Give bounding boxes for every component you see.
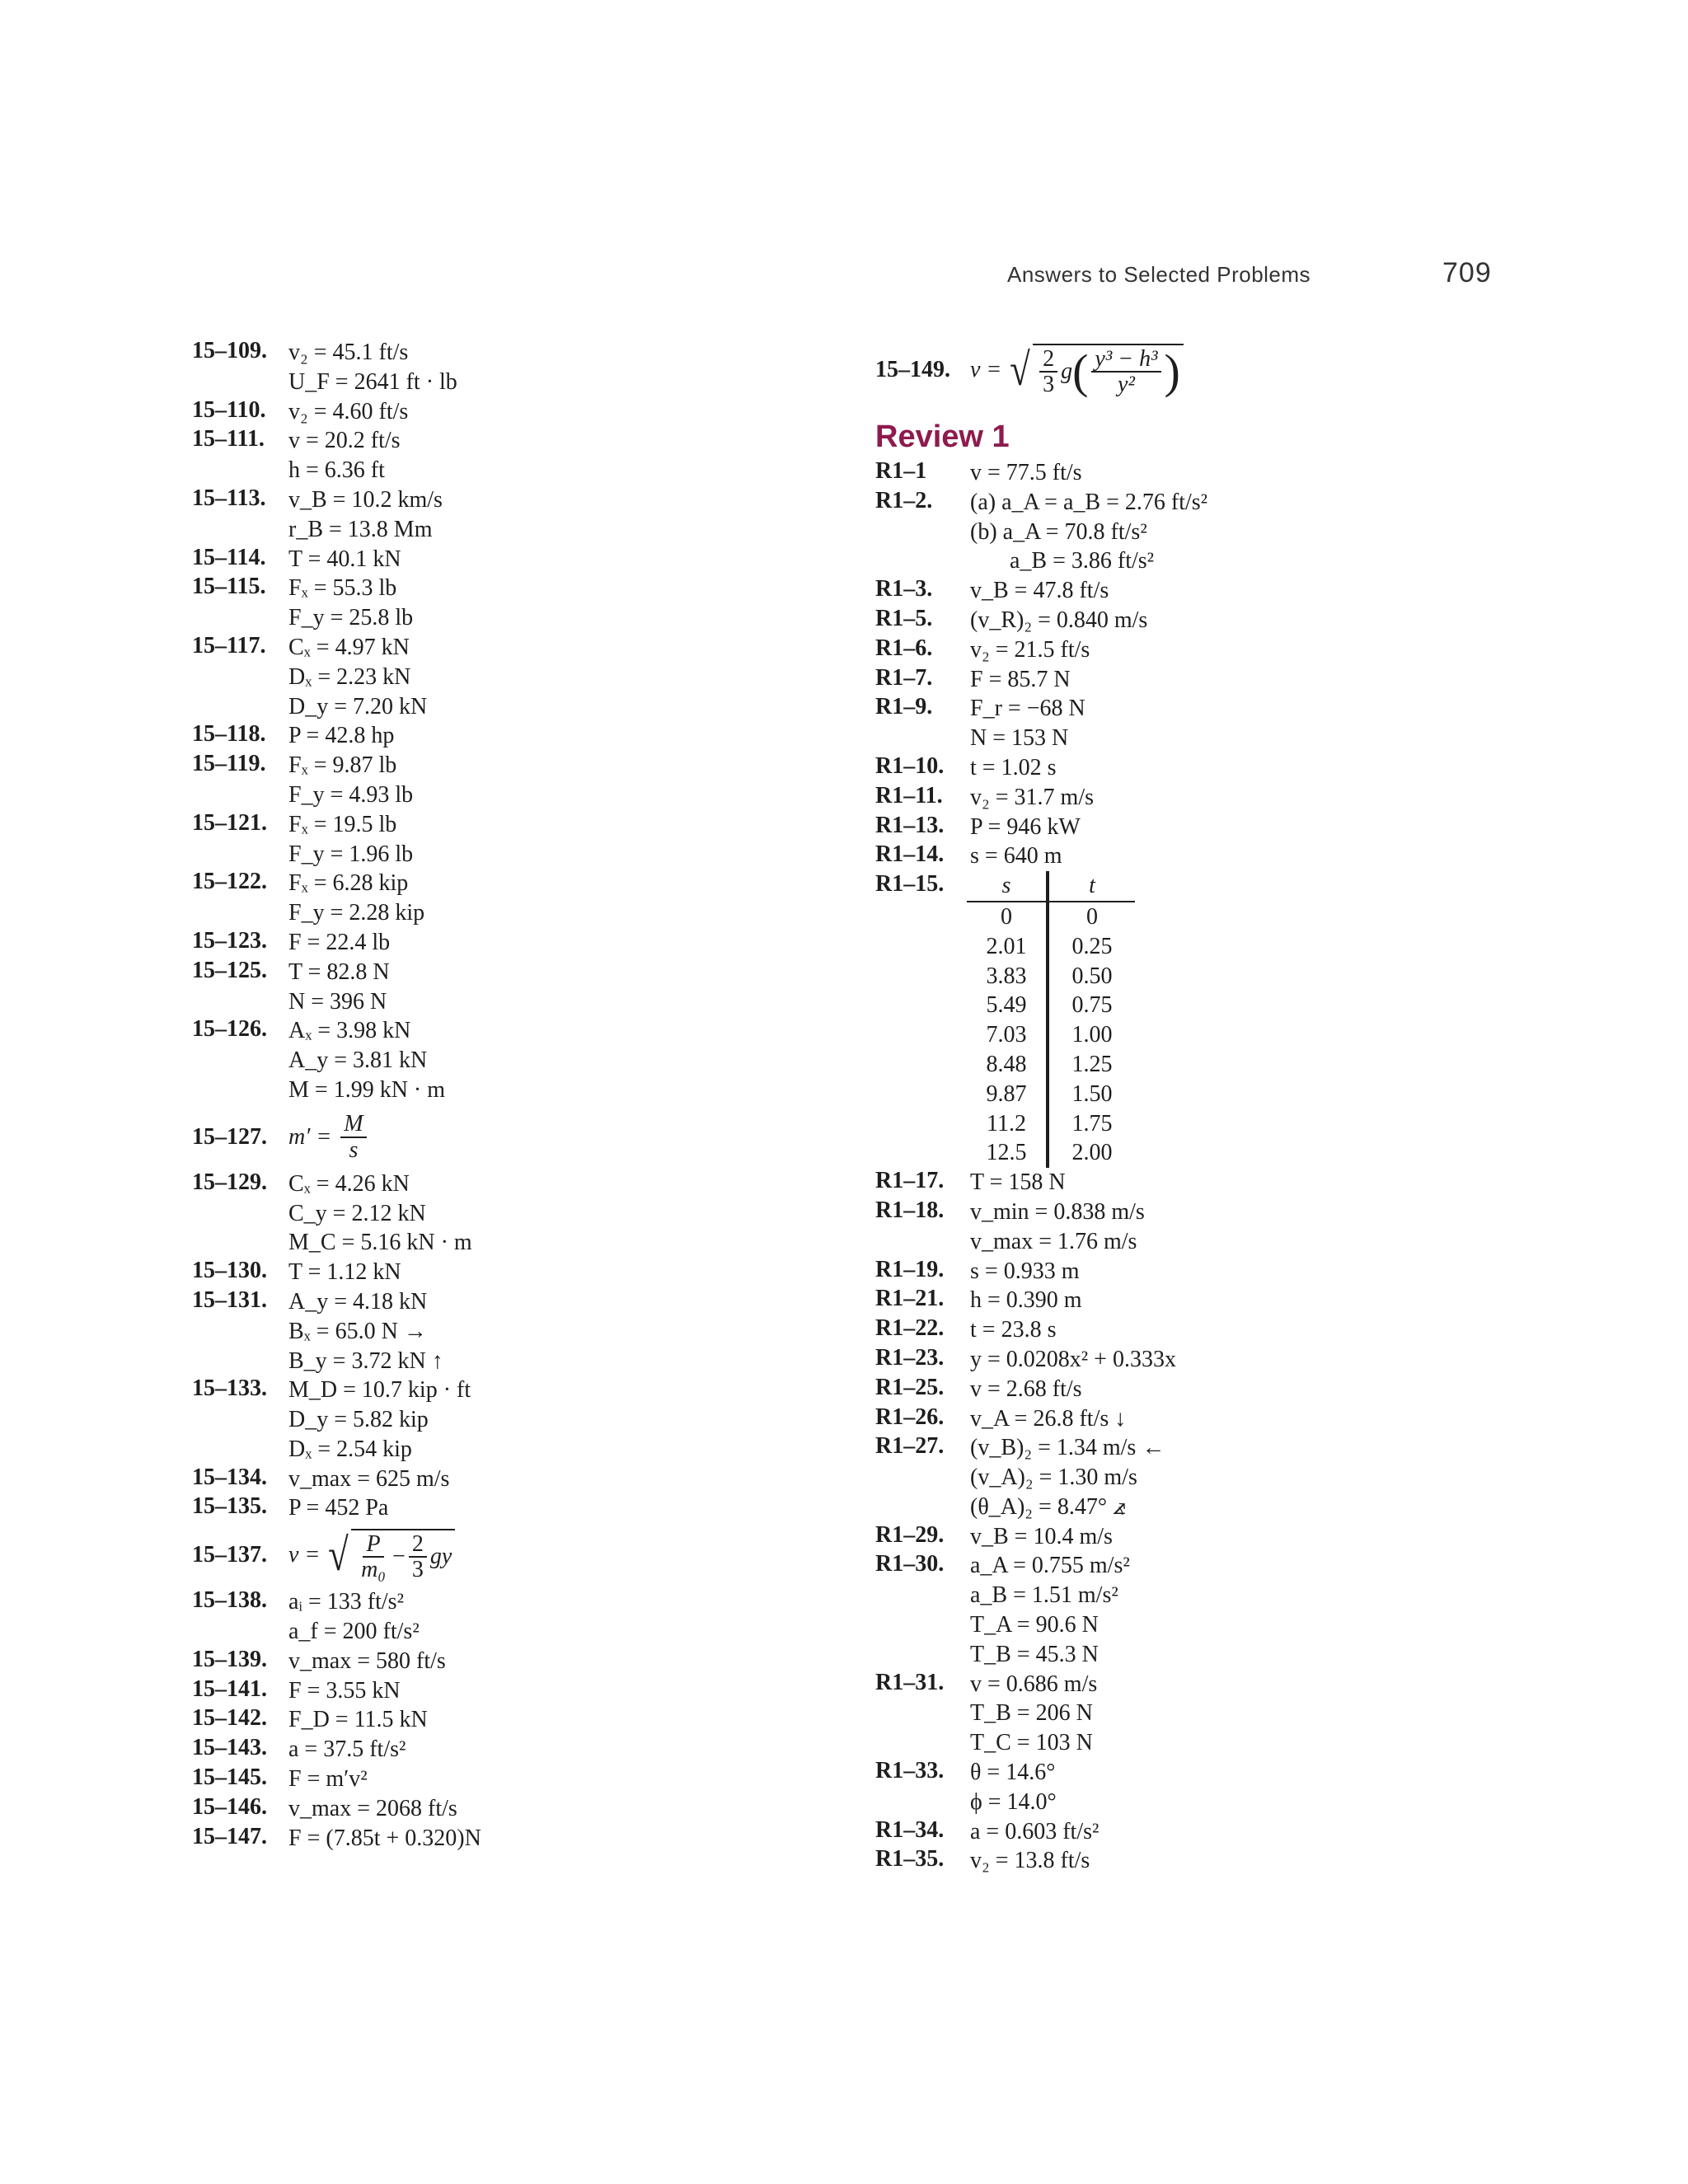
answer-entry xyxy=(875,841,1518,871)
answer-line: v₂ = 31.7 m/s xyxy=(970,784,1095,810)
answer-entry xyxy=(192,1794,835,1824)
problem-number: R1–30. xyxy=(875,1551,945,1577)
table-cell: 0 xyxy=(1086,903,1098,930)
answer-line: T_B = 45.3 N xyxy=(970,1641,1099,1667)
left-answer-column xyxy=(192,338,835,1853)
answer-entry xyxy=(875,1345,1518,1375)
answer-line: T = 1.12 kN xyxy=(288,1259,401,1286)
answer-entry xyxy=(875,783,1518,813)
problem-number: R1–26. xyxy=(875,1404,945,1430)
table-cell: 7.03 xyxy=(967,1020,1048,1050)
problem-number: 15–118. xyxy=(192,721,266,748)
problem-number: 15–143. xyxy=(192,1735,267,1761)
answer-entry xyxy=(192,928,835,958)
problem-number: 15–135. xyxy=(192,1493,267,1520)
answer-line: v_B = 10.4 m/s xyxy=(970,1523,1113,1549)
answer-line: C_y = 2.12 kN xyxy=(288,1200,426,1226)
answer-entry xyxy=(875,606,1518,635)
answer-line: v₂ = 4.60 ft/s xyxy=(288,398,409,424)
problem-number: 15–145. xyxy=(192,1765,267,1791)
answer-line: F_D = 11.5 kN xyxy=(288,1707,428,1733)
answer-entry xyxy=(875,1433,1518,1521)
answer-line: Bₓ = 65.0 N → xyxy=(288,1318,427,1344)
problem-number: R1–22. xyxy=(875,1315,945,1342)
answer-line: r_B = 13.8 Mm xyxy=(288,516,433,542)
problem-number: R1–27. xyxy=(875,1433,945,1460)
problem-number: R1–5. xyxy=(875,605,933,631)
answer-line: v = 20.2 ft/s xyxy=(288,428,401,454)
problem-number: R1–6. xyxy=(875,635,933,661)
problem-number: R1–13. xyxy=(875,812,945,838)
table-row xyxy=(967,1050,1135,1080)
answer-entry xyxy=(875,665,1518,695)
answer-line: s = 0.933 m xyxy=(970,1258,1080,1284)
answer-line: Cₓ = 4.97 kN xyxy=(288,634,410,660)
answer-line: Dₓ = 2.54 kip xyxy=(288,1436,412,1462)
answer-entry xyxy=(192,1287,835,1376)
problem-number: 15–126. xyxy=(192,1016,267,1043)
answer-entry xyxy=(875,813,1518,842)
answer-line: Fₓ = 6.28 kip xyxy=(288,870,409,897)
answer-line: (v_B)₂ = 1.34 m/s ← xyxy=(970,1435,1165,1461)
table-row xyxy=(967,1138,1135,1168)
answer-entry xyxy=(192,1647,835,1676)
answer-entry xyxy=(192,1169,835,1258)
answer-line: P = 42.8 hp xyxy=(288,723,395,749)
answer-line: N = 153 N xyxy=(970,725,1069,752)
answer-entry xyxy=(192,1493,835,1523)
answer-line: y = 0.0208x² + 0.333x xyxy=(970,1346,1176,1372)
answer-line: (a) a_A = a_B = 2.76 ft/s² xyxy=(970,489,1208,515)
problem-number: 15–147. xyxy=(192,1823,267,1849)
problem-number: R1–23. xyxy=(875,1344,945,1371)
answer-entry xyxy=(875,1257,1518,1286)
answer-line: v = 2.68 ft/s xyxy=(970,1376,1082,1402)
table-row xyxy=(967,1020,1135,1050)
answer-entry xyxy=(192,485,835,545)
answer-line: M_C = 5.16 kN · m xyxy=(288,1230,472,1256)
answer-entry xyxy=(875,1670,1518,1758)
table-row xyxy=(967,902,1135,932)
problem-number: R1–19. xyxy=(875,1256,945,1282)
table-header: t xyxy=(1048,871,1135,902)
table-cell: 0.25 xyxy=(1071,933,1113,959)
answer-line: v = 77.5 ft/s xyxy=(970,460,1082,485)
table-cell: 1.25 xyxy=(1071,1051,1113,1077)
answer-entry xyxy=(192,1705,835,1735)
answer-line: A_y = 4.18 kN xyxy=(288,1288,428,1315)
answer-entry xyxy=(192,810,835,869)
right-answer-column xyxy=(875,338,1518,1876)
answer-line: F = 22.4 lb xyxy=(288,929,391,955)
answer-entry-R1-15 xyxy=(875,871,1518,1168)
answer-entry xyxy=(192,1258,835,1287)
answer-line: F = (7.85t + 0.320)N xyxy=(288,1825,481,1851)
problem-number: 15–117. xyxy=(192,632,266,658)
table-row xyxy=(967,932,1135,962)
answer-line: F_y = 1.96 lb xyxy=(288,841,414,867)
problem-number: R1–34. xyxy=(875,1816,945,1843)
answer-entry xyxy=(192,1376,835,1464)
table-cell: 0 xyxy=(967,902,1048,932)
answer-entry xyxy=(875,1375,1518,1404)
answer-entry xyxy=(192,1765,835,1794)
section-title: Review 1 xyxy=(875,419,1010,454)
table-cell: 2.01 xyxy=(967,932,1048,962)
answer-entry xyxy=(875,1404,1518,1434)
problem-number: R1–7. xyxy=(875,664,933,691)
answer-entry xyxy=(192,1016,835,1104)
problem-number: 15–119. xyxy=(192,751,266,777)
problem-number: R1–18. xyxy=(875,1197,945,1223)
answer-entry xyxy=(192,397,835,427)
answer-entry xyxy=(875,488,1518,576)
answer-line: v₂ = 13.8 ft/s xyxy=(970,1848,1090,1874)
answer-line: F_r = −68 N xyxy=(970,696,1085,722)
answer-line: F_y = 2.28 kip xyxy=(288,900,425,926)
answer-line: F = m′v² xyxy=(288,1766,368,1793)
answer-entry xyxy=(875,1197,1518,1257)
problem-number: 15–123. xyxy=(192,927,267,954)
square-root: √ $\frac{2}{3}$ g ( $\frac{\text{y³ − h³}}{\text{y²}}$ ) xyxy=(1007,344,1184,397)
table-row xyxy=(967,1109,1135,1139)
problem-number: 15–125. xyxy=(192,957,267,983)
answer-line: Aₓ = 3.98 kN xyxy=(288,1018,411,1044)
problem-number: 15–127. xyxy=(192,1123,267,1150)
answer-line: v₂ = 21.5 ft/s xyxy=(970,636,1090,663)
answer-line: s = 640 m xyxy=(970,843,1062,869)
answer-line: F = 85.7 N xyxy=(970,666,1071,692)
problem-number: R1–35. xyxy=(875,1846,945,1872)
answer-line: aᵢ = 133 ft/s² xyxy=(288,1589,404,1615)
answer-line: t = 1.02 s xyxy=(970,754,1057,780)
answer-line: v_max = 625 m/s xyxy=(288,1465,450,1492)
answer-line: Fₓ = 19.5 lb xyxy=(288,811,397,837)
answer-line: (v_R)₂ = 0.840 m/s xyxy=(970,607,1148,633)
problem-number: 15–141. xyxy=(192,1675,267,1702)
running-header: Answers to Selected Problems xyxy=(1007,262,1311,287)
problem-number: R1–25. xyxy=(875,1374,945,1400)
answer-entry xyxy=(192,1676,835,1706)
answer-entry xyxy=(875,1315,1518,1345)
problem-number: R1–10. xyxy=(875,752,945,779)
problem-number: R1–31. xyxy=(875,1669,945,1695)
answer-entry xyxy=(875,458,1518,488)
answer-line: Fₓ = 55.3 lb xyxy=(288,575,397,602)
answer-line: P = 452 Pa xyxy=(288,1495,389,1521)
answer-line: U_F = 2641 ft · lb xyxy=(288,368,457,395)
problem-number: 15–137. xyxy=(192,1542,267,1568)
table-cell: 1.00 xyxy=(1071,1022,1113,1048)
problem-number: 15–131. xyxy=(192,1286,267,1313)
answer-line: Cₓ = 4.26 kN xyxy=(288,1170,410,1197)
answer-entry xyxy=(192,545,835,574)
answer-entry xyxy=(875,1551,1518,1669)
answer-line: v_max = 2068 ft/s xyxy=(288,1795,457,1821)
answer-entry xyxy=(192,958,835,1017)
answer-formula: m′ = $\frac{M}{s}$ xyxy=(288,1112,370,1162)
velocity-formula: v = √ $\frac{2}{3}$ g ( $\frac{\text{y³ − h³}}{\text{y²}}$ ) xyxy=(970,344,1184,397)
problem-number: 15–134. xyxy=(192,1464,267,1490)
answer-line: F_y = 4.93 lb xyxy=(288,781,414,808)
problem-number: 15–139. xyxy=(192,1646,267,1672)
problem-number: 15–111. xyxy=(192,426,265,452)
answer-line: a = 37.5 ft/s² xyxy=(288,1736,406,1763)
answer-entry xyxy=(875,1522,1518,1552)
answer-entry xyxy=(875,576,1518,606)
problem-number: 15–121. xyxy=(192,809,267,836)
answer-line: T_B = 206 N xyxy=(970,1700,1093,1727)
answer-line: a = 0.603 ft/s² xyxy=(970,1818,1100,1844)
answer-entry xyxy=(875,635,1518,665)
answer-line: a_A = 0.755 m/s² xyxy=(970,1553,1130,1579)
answer-entry xyxy=(192,1824,835,1854)
answer-line: Fₓ = 9.87 lb xyxy=(288,752,397,779)
answer-line: v_B = 10.2 km/s xyxy=(288,486,443,513)
answer-entry xyxy=(875,1286,1518,1315)
s-t-table xyxy=(967,871,1135,1168)
problem-number: R1–14. xyxy=(875,841,945,868)
answer-line: F_y = 25.8 lb xyxy=(288,605,414,631)
answer-line: M_D = 10.7 kip · ft xyxy=(288,1377,471,1404)
problem-number: 15–142. xyxy=(192,1705,267,1732)
problem-number: R1–2. xyxy=(875,487,933,513)
table-cell: 1.75 xyxy=(1071,1110,1113,1137)
problem-number: 15–115. xyxy=(192,574,266,600)
problem-number: 15–138. xyxy=(192,1587,267,1614)
problem-number: 15–130. xyxy=(192,1258,267,1284)
problem-number: R1–17. xyxy=(875,1168,945,1194)
problem-number: R1–33. xyxy=(875,1758,945,1784)
table-cell: 0.75 xyxy=(1071,992,1113,1019)
answer-entry xyxy=(192,1735,835,1765)
table-cell: 0.50 xyxy=(1071,963,1113,989)
answer-line: D_y = 5.82 kip xyxy=(288,1407,429,1433)
answer-line: (θ_A)₂ = 8.47° ⦨ xyxy=(970,1493,1126,1520)
answer-entry xyxy=(875,1168,1518,1197)
answer-line: h = 0.390 m xyxy=(970,1287,1082,1314)
answer-line: v_B = 47.8 ft/s xyxy=(970,578,1109,604)
problem-number: R1–15. xyxy=(875,871,945,898)
answer-entry xyxy=(192,721,835,751)
problem-number: R1–29. xyxy=(875,1521,945,1548)
problem-number: 15–122. xyxy=(192,869,267,895)
answer-line: (b) a_A = 70.8 ft/s² xyxy=(970,518,1147,545)
answer-entry xyxy=(192,1587,835,1647)
answer-line: N = 396 N xyxy=(288,988,387,1015)
table-cell: 11.2 xyxy=(967,1109,1048,1139)
answer-line: T_C = 103 N xyxy=(970,1730,1093,1756)
table-cell: 3.83 xyxy=(967,962,1048,991)
answer-entry xyxy=(875,1846,1518,1876)
answer-line: ϕ = 14.0° xyxy=(970,1788,1057,1815)
answer-line: P = 946 kW xyxy=(970,813,1081,840)
answer-line: v_min = 0.838 m/s xyxy=(970,1198,1145,1225)
answer-formula: v = √ $\frac{P}{\text{m₀}}$ − $\frac{2}{3}$ gy xyxy=(288,1529,455,1582)
answer-line: T = 82.8 N xyxy=(288,958,390,985)
answer-line: v = 0.686 m/s xyxy=(970,1671,1098,1697)
answer-line: h = 6.36 ft xyxy=(288,457,385,484)
answer-line: a_B = 1.51 m/s² xyxy=(970,1582,1118,1609)
answer-entry xyxy=(192,1523,835,1587)
answer-entry xyxy=(875,753,1518,783)
problem-number: R1–21. xyxy=(875,1286,945,1312)
problem-number: 15–146. xyxy=(192,1793,267,1820)
answer-line: Dₓ = 2.23 kN xyxy=(288,663,411,690)
answer-line: M = 1.99 kN · m xyxy=(288,1076,446,1103)
answer-line: v_max = 1.76 m/s xyxy=(970,1228,1137,1254)
problem-number: R1–1 xyxy=(875,458,927,484)
table-cell: 2.00 xyxy=(1071,1140,1113,1166)
problem-number: 15–109. xyxy=(192,338,267,363)
problem-number: 15–113. xyxy=(192,485,266,511)
answer-line: T_A = 90.6 N xyxy=(970,1612,1099,1638)
answer-entry xyxy=(192,574,835,633)
problem-number: 15–110. xyxy=(192,396,266,423)
table-cell: 12.5 xyxy=(967,1138,1048,1168)
problem-number: R1–3. xyxy=(875,576,933,602)
answer-line: B_y = 3.72 kN ↑ xyxy=(288,1347,443,1374)
problem-number: 15–149. xyxy=(875,357,950,382)
table-header: s xyxy=(967,871,1048,902)
problem-number: R1–11. xyxy=(875,782,943,808)
answer-entry xyxy=(192,633,835,721)
answer-line: F = 3.55 kN xyxy=(288,1677,401,1704)
problem-number: R1–9. xyxy=(875,694,933,720)
answer-line: v_A = 26.8 ft/s ↓ xyxy=(970,1405,1127,1432)
table-row xyxy=(967,962,1135,991)
answer-entry xyxy=(192,869,835,928)
answer-line: v₂ = 45.1 ft/s xyxy=(288,340,409,365)
answer-entry-15-149 xyxy=(875,338,1518,402)
problem-number: 15–129. xyxy=(192,1169,267,1195)
table-cell: 1.50 xyxy=(1071,1080,1113,1107)
answer-entry xyxy=(192,1465,835,1494)
answer-entry xyxy=(192,338,835,397)
answer-line: a_B = 3.86 ft/s² xyxy=(1010,548,1155,574)
answer-line: t = 23.8 s xyxy=(970,1317,1057,1343)
table-row xyxy=(967,991,1135,1020)
answer-line: (v_A)₂ = 1.30 m/s xyxy=(970,1465,1137,1491)
answer-entry xyxy=(875,694,1518,753)
answer-line: v_max = 580 ft/s xyxy=(288,1647,446,1674)
page-number: 709 xyxy=(1442,257,1492,288)
answer-line: θ = 14.6° xyxy=(970,1760,1056,1786)
answer-entry xyxy=(192,751,835,810)
answer-line: A_y = 3.81 kN xyxy=(288,1047,428,1074)
problem-number: 15–114. xyxy=(192,544,266,570)
answer-entry xyxy=(875,1758,1518,1817)
problem-number: 15–133. xyxy=(192,1376,267,1402)
answer-line: T = 40.1 kN xyxy=(288,546,401,572)
answer-line: T = 158 N xyxy=(970,1169,1066,1196)
table-cell: 5.49 xyxy=(967,991,1048,1020)
answer-line: a_f = 200 ft/s² xyxy=(288,1619,420,1645)
table-cell: 8.48 xyxy=(967,1050,1048,1080)
answer-entry xyxy=(875,1817,1518,1847)
table-cell: 9.87 xyxy=(967,1080,1048,1109)
answer-entry xyxy=(192,426,835,485)
answer-entry xyxy=(192,1105,835,1169)
answer-line: D_y = 7.20 kN xyxy=(288,693,428,719)
table-row xyxy=(967,1080,1135,1109)
